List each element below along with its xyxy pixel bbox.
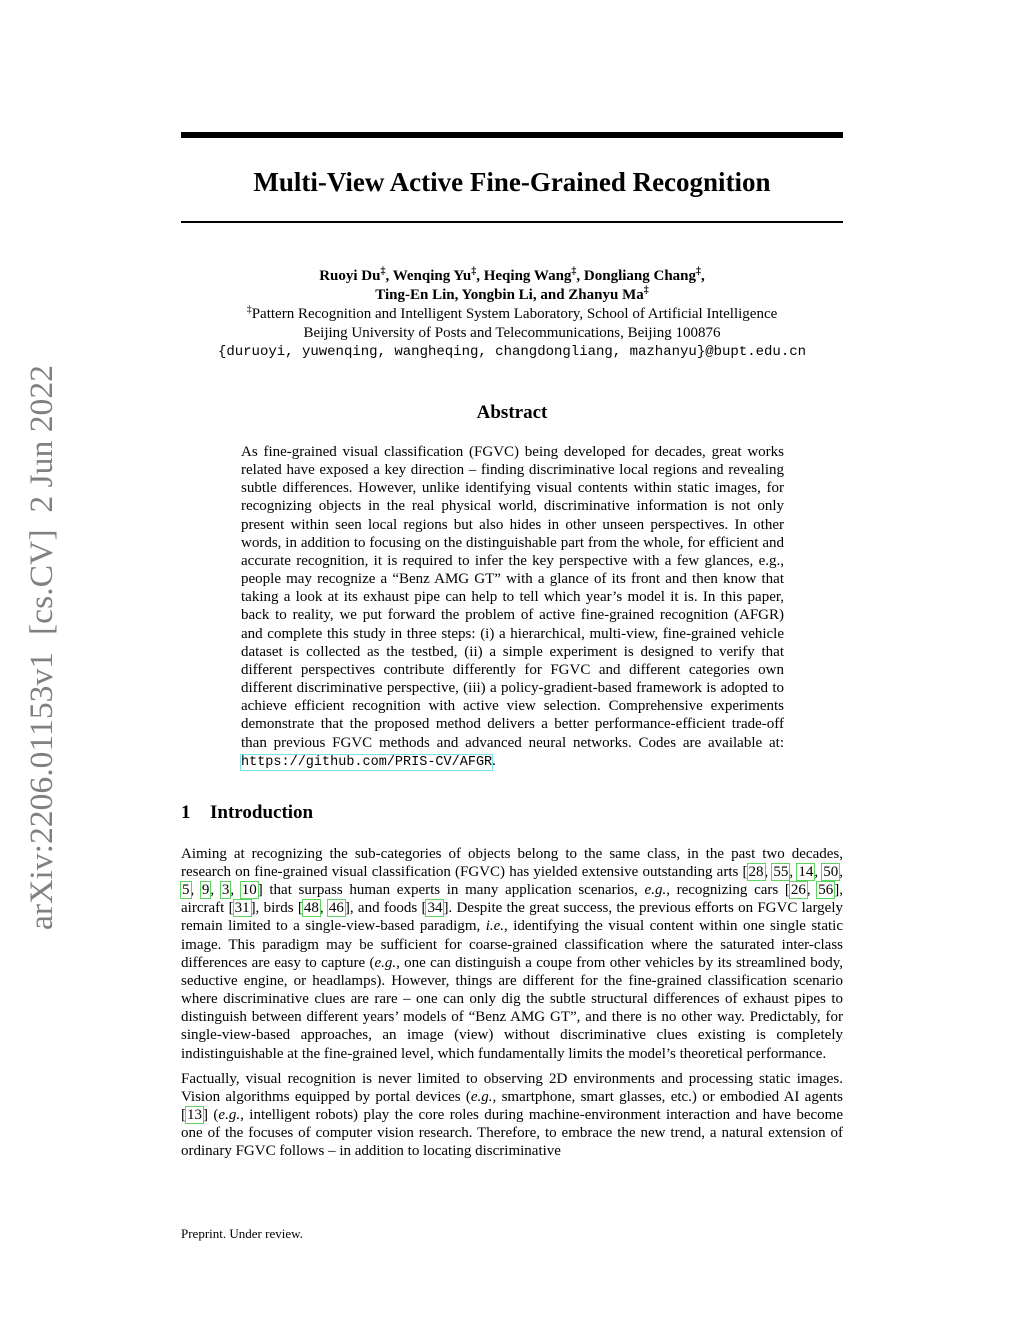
italic-text: e.g. [470,1088,493,1105]
code-repo-link[interactable]: https://github.com/PRIS-CV/AFGR [241,754,493,770]
author-name: Wenqing Yu [392,268,472,284]
paragraph-text: ], aircraft [ [181,882,844,917]
citation-link[interactable]: 31 [234,900,250,917]
author-name: Ruoyi Du [319,268,381,284]
paragraph-text: ] ( [203,1107,219,1123]
author-affiliation-mark: ‡ [471,266,477,277]
arxiv-side-stamp-svg [0,0,80,1325]
citation-link[interactable]: 5 [182,882,190,899]
citation-link[interactable]: 9 [201,882,210,899]
introduction-paragraph [181,845,843,1063]
paragraph-text: , [839,863,844,880]
paragraph-text: recognizing cars [ [669,882,790,899]
paragraph-text: ], and foods [ [344,900,427,917]
author-affiliation-mark: ‡ [571,266,577,277]
paragraph-text: ] that surpass human experts in many application scenarios, [257,882,645,899]
paragraph-text: , intelligent robots) play the core roles during machine-environment interaction and have become one of the focuses of computer vision research. Therefore, to embrace the new trend, a natural extension of ordinary FGVC follows – in addition to locating discriminative [181,1107,843,1160]
author-name: Dongliang Chang [583,268,697,284]
citation-link[interactable]: 3 [221,882,230,899]
italic-text: e.g. [374,954,397,971]
citation-link[interactable]: 13 [187,1107,202,1123]
paragraph-text: , [806,882,818,899]
paragraph-text: , identifying the visual content within one single static image. This paradigm may be sufficient for coarse-grained classification where the saturated inter-class differences are easy to capture ( [181,918,843,971]
paper-title: Multi-View Active Fine-Grained Recognition [253,167,771,197]
arxiv-identifier: arXiv:2206.01153v1 [cs.CV] 2 Jun 2022 [24,375,60,930]
paragraph-text: , one can distinguish a coupe from other vehicles by its streamlined body, seductive engine, or headlamps). However, things are different for the fine-grained classification scenario where discriminative clues are rare – one can only dig the subtle structural differences of exhaust pipes to distinguish between different years’ models of “Benz AMG GT”, and there is no other way. Predictably, for single-view-based approaches, an image (view) without discriminative clues existing is completely indistinguishable at the fine-grained level, which fundamentally limits the model’s theoretical performance. [181,954,843,1062]
section-number: 1 [181,801,191,823]
affiliation-line-2: Beijing University of Posts and Telecommunications, Beijing 100876 [303,325,721,341]
citation-link[interactable]: 46 [328,900,344,917]
author-name: Ting-En Lin, Yongbin Li, and Zhanyu Ma [375,287,644,303]
paragraph-text: , [764,863,773,880]
citation-link[interactable]: 34 [427,900,443,917]
paragraph-text: , [814,863,823,880]
citation-link[interactable]: 55 [773,863,789,880]
affiliation-text-1: Pattern Recognition and Intelligent System Laboratory, School of Artificial Intelligence [251,306,778,322]
italic-text: e.g., [644,882,670,899]
abstract-end-punct: . [492,752,496,769]
paragraph-text: , [319,900,328,917]
paragraph-text: , [789,863,798,880]
author-affiliation-mark: ‡ [696,266,702,277]
abstract-text: As fine-grained visual classification (FGVC) being developed for decades, great works related have exposed a key direction – finding discriminative local regions and revealing subtle differences. However, unlike identifying visual contents within static images, for recognizing objects in the real physical world, discriminative information is not only present within seen local regions but also hides in other unseen perspectives. In other words, in addition to focusing on the distinguishable part from the whole, for efficient and accurate recognition, it is required to infer the key perspective with a few glances, e.g., people may recognize a “Benz AMG GT” with a glance of its front and then know that taking a look at its exhaust pipe can help to tell which year’s model it is. In this paper, back to reality, we put forward the problem of active fine-grained recognition (AFGR) and complete this study in three steps: (i) a hierarchical, multi-view, fine-grained vehicle dataset is collected as the testbed, (ii) a simple experiment is designed to verify that different perspectives contribute differently for FGVC and different categories own different discriminative perspective, (iii) a policy-gradient-based framework is adopted to achieve efficient recognition with active view selection. Comprehensive experiments demonstrate that the proposed method delivers a better performance-efficient trade-off than previous FGVC methods and advanced neural networks. Codes are available at: [241,444,784,751]
author-affiliation-mark: ‡ [643,285,649,296]
citation-link[interactable]: 28 [748,863,764,880]
paragraph-text: Factually, visual recognition is never limited to observing 2D environments and processing static images. Vision algorithms equipped by portal devices ( [181,1070,843,1105]
paragraph-text: Aiming at recognizing the sub-categories of objects belong to the same class, in the past two decades, research on fine-grained visual classification (FGVC) has yielded extensive outstanding arts [ [181,845,843,880]
citation-link[interactable]: 14 [798,863,814,880]
abstract-heading: Abstract [476,402,548,423]
section-title: Introduction [210,801,314,823]
introduction-body [181,845,843,1161]
footer-note: Preprint. Under review. [181,1226,303,1241]
title-top-rule [181,132,843,138]
citation-link[interactable]: 10 [241,882,257,899]
paper-page [181,132,843,1160]
author-names-line-2 [181,286,843,305]
author-separator: , [476,268,484,284]
author-separator: , [385,268,393,284]
author-block [181,267,843,362]
affiliation-line-1 [181,305,843,324]
citation-link[interactable]: 50 [823,863,839,880]
italic-text: e.g. [218,1107,241,1123]
abstract-body [241,443,784,772]
arxiv-side-stamp [0,0,80,1325]
affiliation-mark: ‡ [246,304,252,315]
author-name: Heqing Wang [483,268,572,284]
paragraph-text: ], birds [ [250,900,303,917]
citation-link[interactable]: 26 [790,882,806,899]
paragraph-text: , [190,882,201,899]
citation-link[interactable]: 56 [818,882,834,899]
section-heading-introduction [181,802,843,824]
citation-link[interactable]: 48 [303,900,319,917]
title-bottom-rule [181,221,843,223]
italic-text: i.e. [485,918,505,935]
paragraph-text: , [230,882,241,899]
author-names-line-1 [181,267,843,286]
paragraph-text: , [210,882,221,899]
author-separator: , [576,268,584,284]
author-affiliation-mark: ‡ [380,266,386,277]
paragraph-text: , smartphone, smart glasses, etc.) or embodied AI agents [ [181,1088,843,1123]
author-separator: , [701,268,705,284]
introduction-paragraph [181,1070,843,1161]
author-emails: {duruoyi, yuwenqing, wangheqing, changdongliang, mazhanyu}@bupt.edu.cn [217,344,807,360]
paragraph-text: ]. Despite the great success, the previous efforts on FGVC largely remain limited to a single-view-based paradigm, [181,900,843,935]
